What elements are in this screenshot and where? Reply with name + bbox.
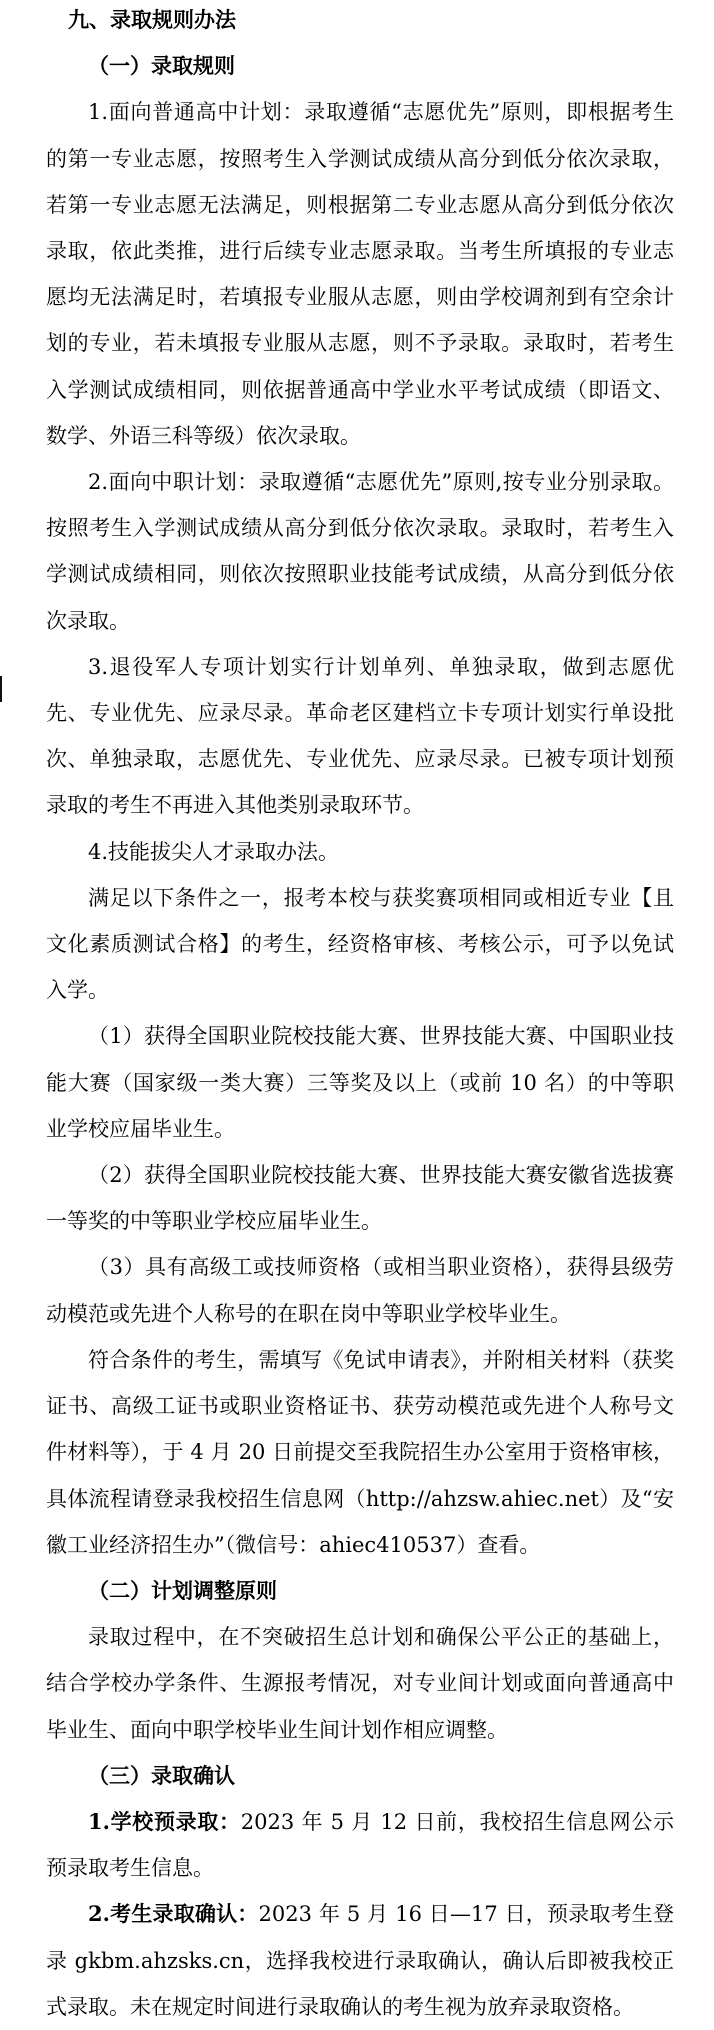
subsection-title-admission-confirmation: （三）录取确认 bbox=[88, 1763, 235, 1788]
rule-skill-talent: 4.技能拔尖人才录取办法。 bbox=[88, 839, 340, 864]
subsection-title-plan-adjustment: （二）计划调整原则 bbox=[88, 1578, 277, 1603]
margin-mark bbox=[0, 676, 2, 702]
confirmation-item bbox=[46, 1891, 674, 2030]
rule-general-high-school: 1.面向普通高中计划：录取遵循“志愿优先”原则，即根据考生的第一专业志愿，按照考生入学测试成绩从高分到低分依次录取，若第一专业志愿无法满足，则根据第二专业志愿从高分到低分依次录取，依此类推，进行后续专业志愿录取。当考生所填报的专业志愿均无法满足时，若填报专业服从志愿，则由学校调剂到有空余计划的专业，若未填报专业服从志愿，则不予录取。录取时，若考生入学测试成绩相同，则依据普通高中学业水平考试成绩（即语文、数学、外语三科等级）依次录取。 bbox=[46, 100, 674, 448]
pre-admission-text: 2023 年 5 月 12 日前，我校招生信息网公示预录取考生信息。 bbox=[46, 1809, 674, 1881]
pre-admission-label: 1.学校预录取： bbox=[88, 1808, 241, 1834]
document-body bbox=[46, 0, 674, 2030]
confirmation-text: 2023 年 5 月 16 日—17 日，预录取考生登录 gkbm.ahzsks.cn，选择我校进行录取确认，确认后即被我校正式录取。未在规定时间进行录取确认的考生视为放弃录取资格。 bbox=[46, 1902, 674, 2019]
pre-admission-item bbox=[46, 1799, 674, 1891]
plan-adjustment-text: 录取过程中，在不突破招生总计划和确保公平公正的基础上，结合学校办学条件、生源报考情况，对专业间计划或面向普通高中毕业生、面向中职学校毕业生间计划作相应调整。 bbox=[46, 1625, 674, 1742]
rule-special-plans: 3.退役军人专项计划实行计划单列、单独录取，做到志愿优先、专业优先、应录尽录。革命老区建档立卡专项计划实行单设批次、单独录取，志愿优先、专业优先、应录尽录。已被专项计划预录取的考生不再进入其他类别录取环节。 bbox=[46, 654, 674, 818]
condition-2: （2）获得全国职业院校技能大赛、世界技能大赛安徽省选拔赛一等奖的中等职业学校应届毕业生。 bbox=[46, 1163, 674, 1234]
condition-1: （1）获得全国职业院校技能大赛、世界技能大赛、中国职业技能大赛（国家级一类大赛）三等奖及以上（或前 10 名）的中等职业学校应届毕业生。 bbox=[46, 1024, 674, 1141]
section-title: 九、录取规则办法 bbox=[68, 8, 236, 32]
condition-3: （3）具有高级工或技师资格（或相当职业资格），获得县级劳动模范或先进个人称号的在职在岗中等职业学校毕业生。 bbox=[46, 1255, 674, 1326]
application-procedure: 符合条件的考生，需填写《免试申请表》，并附相关材料（获奖证书、高级工证书或职业资格证书、获劳动模范或先进个人称号文件材料等），于 4 月 20 日前提交至我院招生办公室用于资格审核，具体流程请登录我校招生信息网（http://ahzsw.ahiec.net）及“安徽工业经济招生办”（微信号：ahiec410537）查看。 bbox=[46, 1347, 674, 1557]
rule-vocational: 2.面向中职计划：录取遵循“志愿优先”原则,按专业分别录取。按照考生入学测试成绩从高分到低分依次录取。录取时，若考生入学测试成绩相同，则依次按照职业技能考试成绩，从高分到低分依次录取。 bbox=[46, 470, 674, 633]
skill-talent-eligibility: 满足以下条件之一，报考本校与获奖赛项相同或相近专业【且文化素质测试合格】的考生，经资格审核、考核公示，可予以免试入学。 bbox=[46, 885, 674, 1003]
confirmation-label: 2.考生录取确认： bbox=[88, 1901, 259, 1927]
subsection-title-admission-rules: （一）录取规则 bbox=[88, 54, 235, 79]
